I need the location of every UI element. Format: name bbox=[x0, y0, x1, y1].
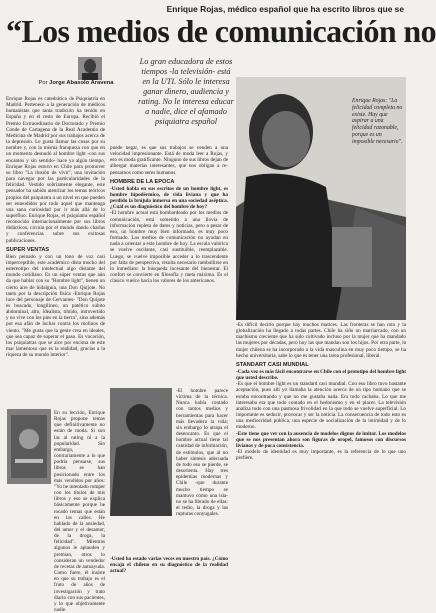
interview-photo bbox=[110, 388, 172, 516]
question-paragraph: -Usted ha estado varias veces en nuestro país. ¿Cómo encaja el chileno en su diagnóstico de la realidad actual? bbox=[110, 556, 228, 575]
answer-paragraph: -El modelo de identidad es muy importante, es la referencia de lo que uno prefiere. bbox=[236, 448, 406, 462]
answer-paragraph: -Es difícil decirlo porque hay muchos matices. Las fronteras se han roto y la globalización ha llegado a todas partes. Chile ha sido un matriarcado, con un machismo creciente que ha sido cultivado incluso por la mujer que ha mandado las mujeres por décadas, pero hoy las que mandan son los hijos. Por otra parte, la mujer chilena se ha incorporado a la vida masculina en muy poco tiempo, se ha hecho universitaria, sabe lo que es tener una tarea profesional, liberal. bbox=[236, 322, 406, 359]
body-paragraph: Bien peinado y con un tono de voz casi imperceptible, este académico dista mucho del estereotipo del intelectual algo distante del mundo cotidiano. Es un súper ventas que aún da que hablar con su "Hombre light", tienen un cierto aire de hidalguía, una Don Quijote. No tanto por la descripción física -Enrique Rojas luce del personaje de Cervantes- "Don Quijote es buscado, longilíneo, un patético súbito abdominal, alto, idealista, tímido, introvertido y no vive con los pies en la tierra", sino además por esa afán de luchar contra los molinos de viento. "Me gusta que la gente crea en ideales, que sea capaz de superar el paso. Es vocación, los psiquiatras que se alce por encima de este mar lamentoso que es la realidad, gracias a la riqueza de su mundo interior". bbox=[6, 253, 105, 359]
kicker: Enrique Rojas, médico español que ha escrito libros que se bbox=[166, 4, 404, 14]
byline-author: Jorge Abasolo Aravena bbox=[49, 80, 114, 86]
byline bbox=[30, 80, 122, 87]
question-paragraph: -Este tiene que ver con la ausencia de modelos dignos de imitar. Los modelos que se nos presentan ahora son figuras de oropel, famosos con discursos livianos y de poca consistencia. bbox=[236, 430, 406, 449]
byline-prefix: Por bbox=[38, 80, 48, 86]
book-cover-photo bbox=[7, 409, 51, 484]
question-paragraph: -Cada vez es más fácil encontrarse en Chile con el prototipo del hombre light que usted describe. bbox=[236, 368, 406, 382]
body-paragraph-continued: En su lección, Enrique Rojas propone temas que definitivamente no están de moda. Si son las al rating ni a la popularidad. Sin embargo, contrariamente a lo que podría pensarse, sus libros se han posicionado entre los más vendidos por años: "Yo he intentado romper con los títulos de mis libros y eso se explica básicamente porque he tocado temas que están en las calles. He hablado de la ansiedad, del amor y el desamor, de la droga, la felicidad". Mientras algunos le aplauden y premian, otros lo consideran un vendedor de recetas de autoayuda. Como fuere, él insiste en que su trabajo es el fruto de años de investigación y trato diario con sus pacientes, y lo que objetivamente nadie. bbox=[54, 410, 106, 613]
intro-paragraph: Enrique Rojas es catedrático de Psiquiatría en Madrid. Pertenece a la generación de médicos humanistas que tanta tradición ha tenido en España y en el resto de Europa. Recibió el Premio Extraordinario de Doctorado y Premio Conde de Cartagena de la Real Academia de Medicina de Madrid por sus trabajos acerca de la depresión. Le gusta llamar las cosas por su nombre y, con la misma franqueza con que en un momento desnudó al hombre light -con sus encantos y sin sentido- hace ya algún tiempo, Enrique Rojas estuvo en Chile para promover su libro "La ilusión de vivir", una invitación para navegar por las particularidades de la felicidad. Vestido sobriamente elegante, este pensador ha sabido atenrizar los temas teóricos propios del psiquiatra a un nivel en que pueden ser entendidos por todo aquel que mantenga una sana curiosidad por ir más allá de lo superfluo. Enrique Rojas, el psiquiatra español reconocido internacionalmente por sus libros didácticos, circula por el mundo dando charlas y conferencias sobre sus exitosas publicaciones. bbox=[6, 96, 105, 244]
headline: “Los medios de comunicación no bbox=[6, 13, 436, 49]
pull-quote: Lo gran educadora de estos tiempos -la televisión- está en la UTI. Sólo le interesa ganar dinero, audiencia y rating. No le interesa educar a nadie, dice el afamado psiquiatra español bbox=[138, 57, 234, 126]
answer-paragraph-bold: -El hombre parece víctima de la técnica. Nunca había contado con tantos medios y herramientas para hacer más llevadera la vida; sin embargo lo atrapa el desencanto. Es que el hombre actual tiene tal cantidad de información, de estímulos, que al no haber síntesis adecuada de todo eso se pierde, se desorienta. Hay tres epidemias modernas y Chile -que durante mucho tiempo se mantuvo como una isla- no se ha librado de ellas: el tedio, la droga y las rupturas conyugales. bbox=[176, 388, 228, 518]
column-1 bbox=[6, 96, 105, 358]
photo-caption: Enrique Rojas: "La felicidad completa no existe. Hay que aspirar a una felicidad razonable, porque es un imposible necesario". bbox=[352, 98, 403, 145]
question-paragraph: -Usted habla en sus escritos de un hombre light, es hombre hipodérmico, de vida liviana y que ha perdido la brújula inmersa en una sociedad aséptica. ¿Cuál es un diagnóstico del hombre de hoy? bbox=[110, 185, 228, 211]
answer-paragraph: -Es que el hombre light es un standard casi mundial. Con eso libro tuvo bastante aceptación, pues allí yo llamaba la atención acerca de un tipo humano que se estaba encontrando y que no me gustaba nada. Era todo cachaba. Lo que me interesaba era que todo contado en el hedonismo y en el placer. La televisión analiza todo con una pasmosa frivolidad en la que todo se vuelve superficial. Lo importante es seducir, provocar y ser la noticia. La consecuencia de todo esto es una mediocridad pública, una especie de socialización de la intimidad y de lo moderno. bbox=[236, 381, 406, 431]
section-heading-standart-casi-mundial: STANDART CASI MUNDIAL bbox=[236, 361, 309, 368]
answer-paragraph: -El hombre actual está bombardeado por los medios de comunicación, está sometido a una llovia de información repleta de datos y noticias, pero a pesar de eso, un hombre muy bien informado, es muy poco formado. Los medios de comunicación no ayudan en nada a orientar a este hombre de hoy. La escala valórica se vuelve oscilante, casi sustituible, reemplazable. Luego, se vuelve imposible acceder a lo trascendente por falta de perspectiva, resulta necesario rambullirse en lo inmediato: la búsqueda incesante del bienestar. El confort se convierte en filosofía y meta máxima. Es el clásico vuelco hacia los valores de los americanos. bbox=[110, 210, 228, 285]
section-heading-hombre-de-la-epoca: HOMBRE DE LA EPOCA bbox=[110, 178, 175, 185]
column-3 bbox=[236, 322, 406, 461]
section-heading-super-ventas: SUPER VENTAS bbox=[6, 246, 50, 253]
body-paragraph: puede negar, es que sus trabajos se venden a una velocidad impresionante. Está de moda leer a Rojas, y eso es moda gratificante. Ninguno de sus libros dejan de albergar materias interesantes, que nos obligan a re-pensarnos como seres humanos. bbox=[110, 145, 228, 176]
author-photo bbox=[78, 57, 102, 80]
column-2 bbox=[110, 145, 228, 284]
